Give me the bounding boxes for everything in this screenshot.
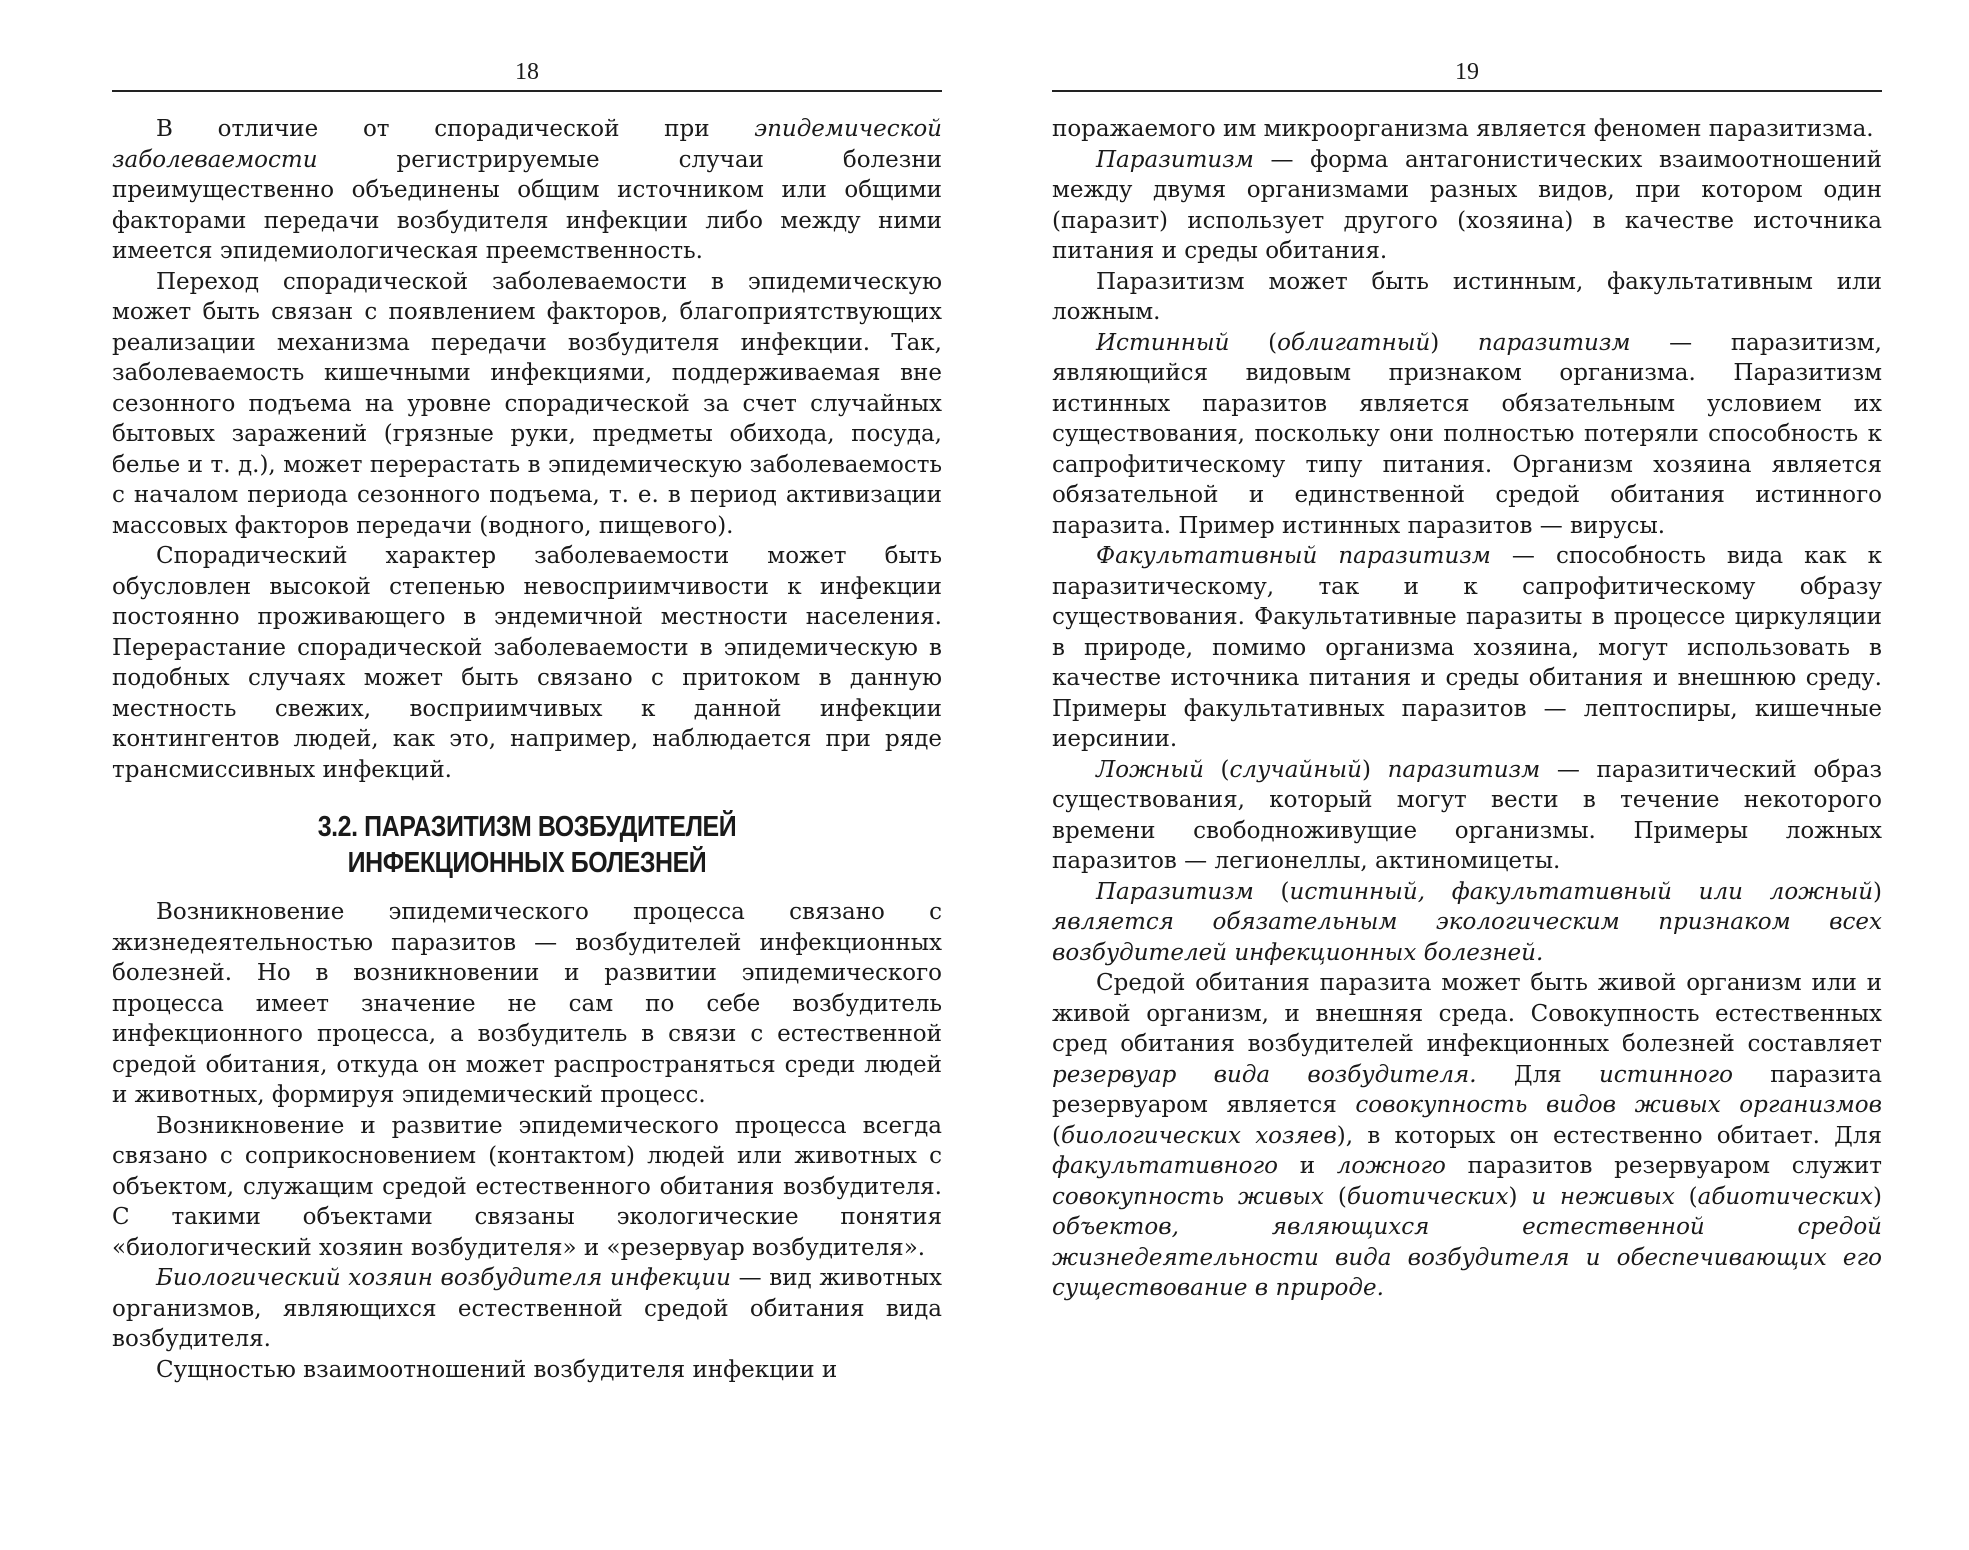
paragraph: Ложный (случайный) паразитизм — паразитический образ существования, который могут вести в течение некоторого времени свободноживущие организмы. Примеры ложных паразитов — легионеллы, актиномицеты. bbox=[1052, 756, 1882, 874]
right-page bbox=[1052, 0, 1882, 1550]
paragraph: Истинный (облигатный) паразитизм — паразитизм, являющийся видовым признаком организма. Паразитизм истинных паразитов является обязательным условием их существования, поскольку они полностью потеряли способность к сапрофитическому типу питания. Организм хозяина является обязательной и единственной средой обитания истинного паразита. Пример истинных паразитов — вирусы. bbox=[1052, 329, 1882, 539]
paragraph: Возникновение эпидемического процесса связано с жизнедеятельностью паразитов — возбудителей инфекционных болезней. Но в возникновении и развитии эпидемического процесса имеет значение не сам по себе возбудитель инфекционного процесса, а возбудитель в связи с естественной средой обитания, откуда он может распространяться среди людей и животных, формируя эпидемический процесс. bbox=[112, 899, 942, 1108]
paragraph: Средой обитания паразита может быть живой организм или и живой организм, и внешняя среда. Совокупность естественных сред обитания возбудителей инфекционных болезней составляет резервуар вида возбудителя. Для истинного паразита резервуаром является совокупность видов живых организмов (биологических хозяев), в которых он естественно обитает. Для факультативного и ложного паразитов резервуаром служит совокупность живых (биотических) и неживых (абиотических) объектов, являющихся естественной средой жизнедеятельности вида возбудителя и обеспечивающих его существование в природе. bbox=[1052, 970, 1882, 1301]
left-page bbox=[112, 0, 942, 1550]
header-rule-right bbox=[1052, 90, 1882, 92]
paragraph: Биологический хозяин возбудителя инфекции — вид животных организмов, являющихся естественной средой обитания вида возбудителя. bbox=[112, 1265, 942, 1352]
paragraph: Факультативный паразитизм — способность вида как к паразитическому, так и к сапрофитическому образу существования. Факультативные паразиты в процессе циркуляции в природе, помимо организма хозяина, могут использовать в качестве источника питания и среды обитания и внешнюю среду. Примеры факультативных паразитов — лептоспиры, кишечные иерсинии. bbox=[1052, 543, 1883, 752]
paragraph: В отличие от спорадической при эпидемической заболеваемости регистрируемые случаи болезни преимущественно объединены общим источником или общими факторами передачи возбудителя инфекции либо между ними имеется эпидемиологическая преемственность. bbox=[112, 116, 942, 264]
paragraph: Спорадический характер заболеваемости может быть обусловлен высокой степенью невосприимчивости к инфекции постоянно проживающего в эндемичной местности населения. Перерастание спорадической заболеваемости в эпидемическую в подобных случаях может быть связано с притоком в данную местность свежих, восприимчивых к данной инфекции контингентов людей, как это, например, наблюдается при ряде трансмиссивных инфекций. bbox=[112, 543, 942, 783]
page-number-right: 19 bbox=[1455, 59, 1479, 85]
page-number-left: 18 bbox=[515, 59, 539, 85]
paragraph: поражаемого им микроорганизма является феномен паразитизма. bbox=[1052, 116, 1874, 142]
right-page-text bbox=[1052, 114, 1882, 1304]
paragraph: Паразитизм (истинный, факультативный или ложный) является обязательным экологическим признаком всех возбудителей инфекционных болезней. bbox=[1052, 878, 1882, 966]
section-heading-line-1: 3.2. ПАРАЗИТИЗМ ВОЗБУДИТЕЛЕЙ bbox=[317, 811, 737, 843]
paragraph: Паразитизм — форма антагонистических взаимоотношений между двумя организмами разных видов, при котором один (паразит) использует другого (хозяина) в качестве источника питания и среды обитания. bbox=[1052, 146, 1882, 264]
section-heading bbox=[170, 809, 884, 881]
section-heading-line-2: ИНФЕКЦИОННЫХ БОЛЕЗНЕЙ bbox=[347, 847, 707, 879]
left-page-text bbox=[112, 114, 942, 1385]
paragraph: Сущностью взаимоотношений возбудителя инфекции и bbox=[156, 1356, 838, 1383]
paragraph: Возникновение и развитие эпидемического процесса всегда связано с соприкосновением (контактом) людей или животных с объектом, служащим средой естественного обитания возбудителя. С такими объектами связаны экологические понятия «биологический хозяин возбудителя» и «резервуар возбудителя». bbox=[112, 1112, 942, 1261]
paragraph: Переход спорадической заболеваемости в эпидемическую может быть связан с появлением факторов, благоприятствующих реализации механизма передачи возбудителя инфекции. Так, заболеваемость кишечными инфекциями, поддерживаемая вне сезонного подъема на уровне спорадической за счет случайных бытовых заражений (грязные руки, предметы обихода, посуда, белье и т. д.), может перерастать в эпидемическую заболеваемость с началом периода сезонного подъема, т. е. в период активизации массовых факторов передачи (водного, пищевого). bbox=[112, 268, 942, 539]
paragraph: Паразитизм может быть истинным, факультативным или ложным. bbox=[1052, 268, 1882, 325]
header-rule-left bbox=[112, 90, 942, 92]
